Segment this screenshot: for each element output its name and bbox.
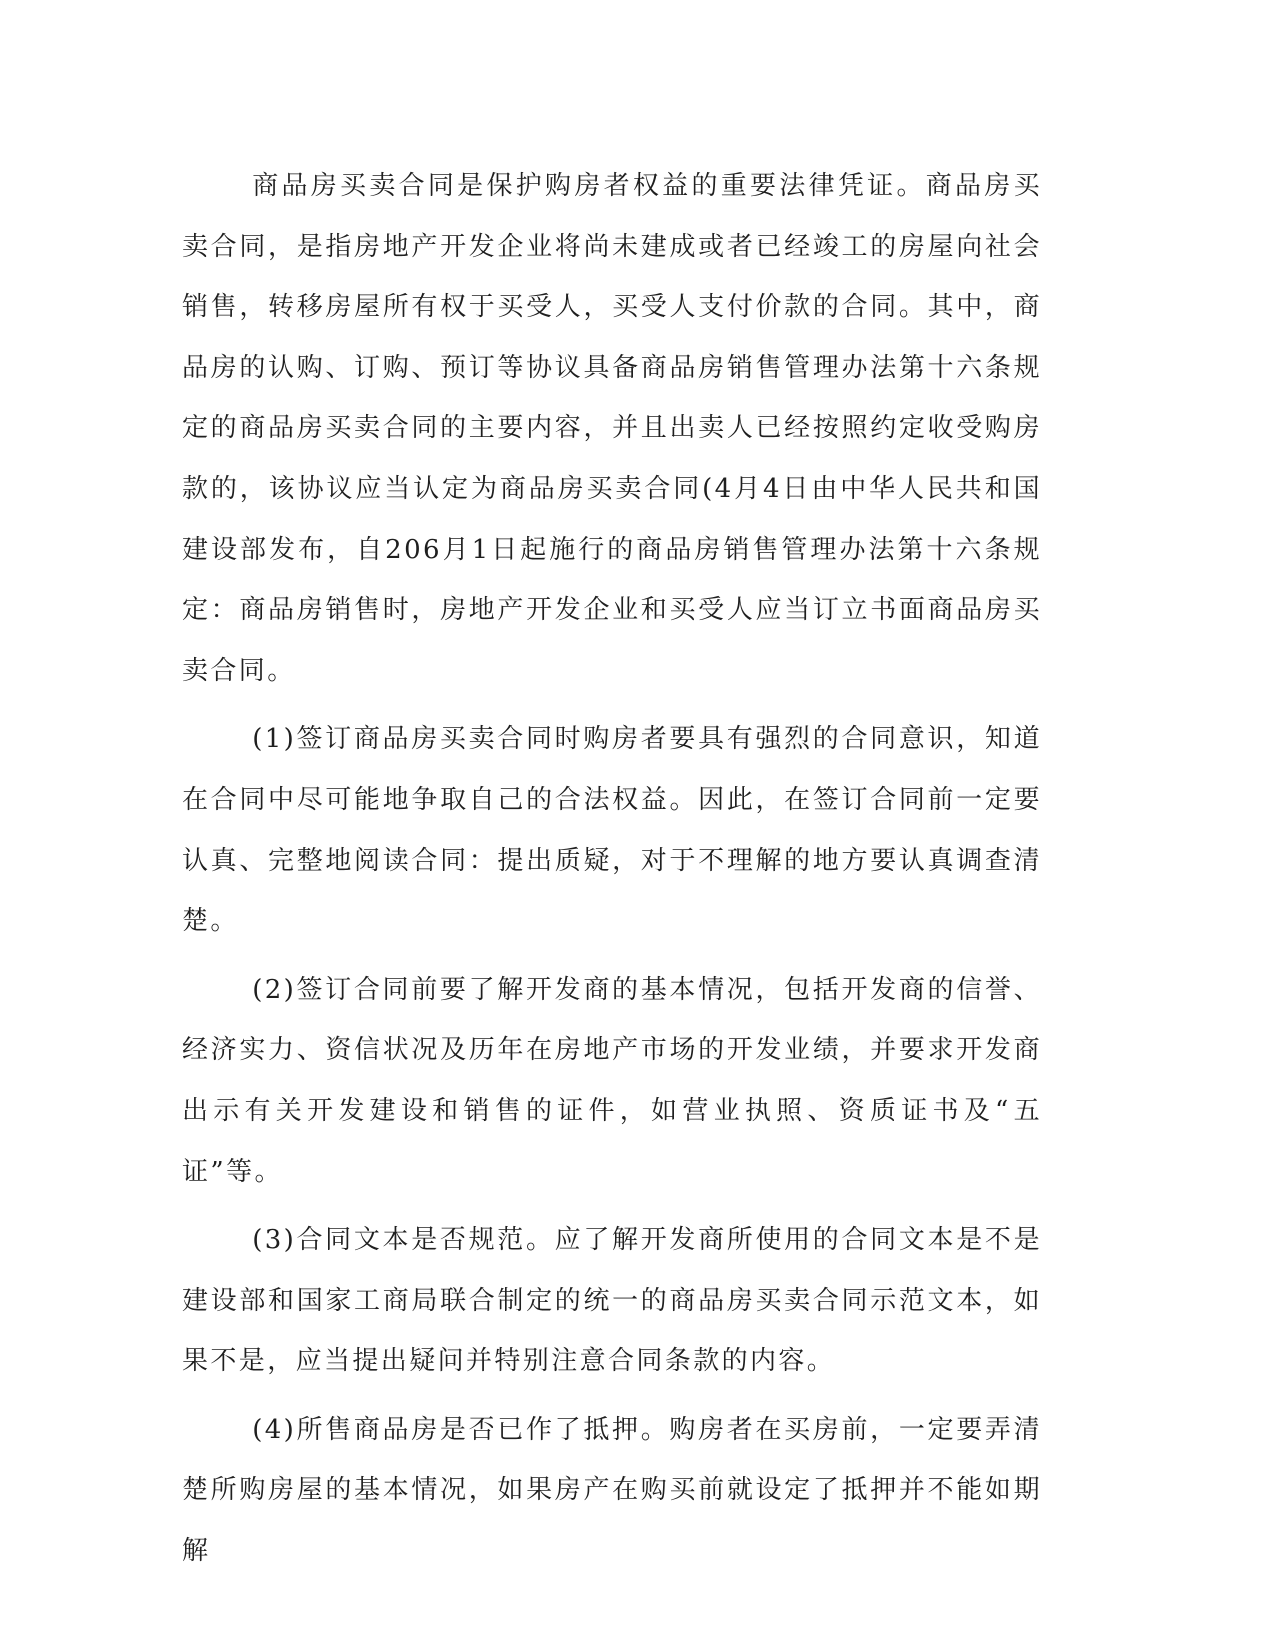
paragraph-item-2: (2)签订合同前要了解开发商的基本情况，包括开发商的信誉、经济实力、资信状况及历年在房地产市场的开发业绩，并要求开发商出示有关开发建设和销售的证件，如营业执照、资质证书及“五证”等。 xyxy=(182,974,1042,1187)
paragraph-item-1: (1)签订商品房买卖合同时购房者要具有强烈的合同意识，知道在合同中尽可能地争取自己的合法权益。因此，在签订合同前一定要认真、完整地阅读合同：提出质疑，对于不理解的地方要认真调查清楚。 xyxy=(182,724,1042,937)
paragraph-item-4: (4)所售商品房是否已作了抵押。购房者在买房前，一定要弄清楚所购房屋的基本情况，如果房产在购买前就设定了抵押并不能如期解 xyxy=(182,1414,1042,1567)
paragraph-intro: 商品房买卖合同是保护购房者权益的重要法律凭证。商品房买卖合同，是指房地产开发企业将尚未建成或者已经竣工的房屋向社会销售，转移房屋所有权于买受人，买受人支付价款的合同。其中，商品房的认购、订购、预订等协议具备商品房销售管理办法第十六条规定的商品房买卖合同的主要内容，并且出卖人已经按照约定收受购房款的，该协议应当认定为商品房买卖合同(4月4日由中华人民共和国建设部发布，自206月1日起施行的商品房销售管理办法第十六条规定：商品房销售时，房地产开发企业和买受人应当订立书面商品房买卖合同。 xyxy=(182,171,1042,686)
paragraph-item-3: (3)合同文本是否规范。应了解开发商所使用的合同文本是不是建设部和国家工商局联合制定的统一的商品房买卖合同示范文本，如果不是，应当提出疑问并特别注意合同条款的内容。 xyxy=(182,1225,1042,1377)
document-body xyxy=(182,156,1042,1582)
